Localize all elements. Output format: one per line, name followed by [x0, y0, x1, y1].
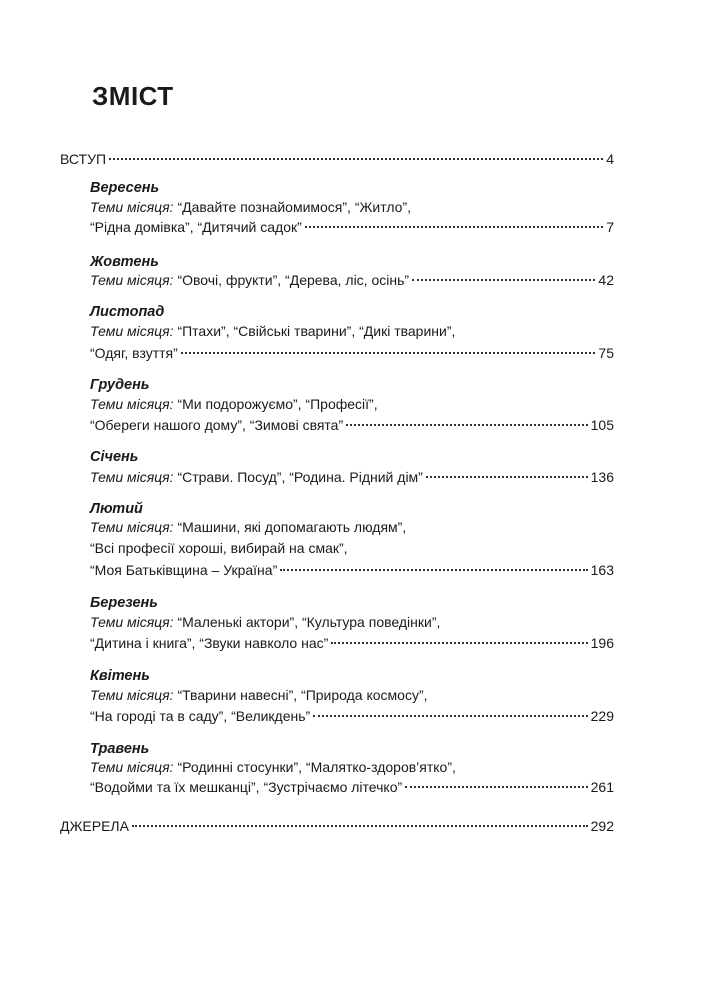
toc-entry-december[interactable]: [90, 416, 614, 434]
themes-text: [90, 468, 423, 486]
dot-leader: [405, 786, 588, 788]
toc-entry-intro[interactable]: [60, 150, 614, 168]
toc-entry-september[interactable]: [90, 218, 614, 236]
themes-label: Теми місяця:: [90, 199, 174, 215]
toc-page-number: 105: [590, 417, 614, 433]
themes-text: “Одяг, взуття”: [90, 345, 178, 361]
toc-entry-march[interactable]: [90, 634, 614, 652]
toc-entry-november[interactable]: [90, 344, 614, 362]
themes-text: “Водойми та їх мешканці”, “Зустрічаємо літечко”: [90, 779, 403, 795]
toc-page-number: 136: [590, 469, 614, 485]
month-heading: Грудень: [90, 377, 150, 393]
dot-leader: [109, 158, 603, 160]
toc-entry-january[interactable]: [90, 468, 614, 486]
toc-entry-label: ВСТУП: [60, 151, 107, 167]
month-heading: Травень: [90, 741, 150, 757]
themes-label: Теми місяця:: [90, 396, 174, 412]
themes-label: Теми місяця:: [90, 519, 174, 535]
month-heading: Січень: [90, 449, 139, 465]
themes-text: “Рідна домівка”, “Дитячий садок”: [90, 219, 302, 235]
dot-leader: [331, 642, 587, 644]
toc-entry-february[interactable]: [90, 561, 614, 579]
themes-text: “Дитина і книга”, “Звуки навколо нас”: [90, 635, 329, 651]
month-heading: Листопад: [90, 304, 165, 320]
dot-leader: [346, 424, 588, 426]
toc-themes-line: [90, 758, 456, 776]
toc-themes-line: [90, 613, 440, 631]
themes-text: “Тварини навесні”, “Природа космосу”,: [177, 687, 428, 703]
toc-page-number: 4: [606, 151, 614, 167]
toc-page-number: 75: [598, 345, 614, 361]
themes-text: “Моя Батьківщина – Україна”: [90, 562, 278, 578]
themes-label: Теми місяця:: [90, 687, 174, 703]
toc-entry-october[interactable]: [90, 271, 614, 289]
themes-text: “Родинні стосунки”, “Малятко-здоров’ятко”,: [177, 759, 456, 775]
toc-themes-line: “Всі професії хороші, вибирай на смак”,: [90, 540, 348, 556]
toc-page-number: 196: [590, 635, 614, 651]
toc-themes-line: [90, 686, 428, 704]
dot-leader: [426, 476, 588, 478]
dot-leader: [181, 352, 596, 354]
month-heading: Березень: [90, 595, 158, 611]
themes-text-part: “Страви. Посуд”, “Родина. Рідний дім”: [177, 469, 423, 485]
toc-page-number: 42: [598, 272, 614, 288]
themes-label: Теми місяця:: [90, 323, 174, 339]
page-title: ЗМІСТ: [92, 81, 174, 111]
month-heading: Квітень: [90, 668, 150, 684]
themes-text: “Давайте познайомимося”, “Житло”,: [177, 199, 412, 215]
toc-entry-may[interactable]: [90, 778, 614, 796]
themes-text: “Машини, які допомагають людям”,: [177, 519, 407, 535]
dot-leader: [313, 715, 587, 717]
toc-entry-sources[interactable]: [60, 817, 614, 835]
themes-text: [90, 271, 409, 289]
toc-entry-april[interactable]: [90, 707, 614, 725]
themes-label: Теми місяця:: [90, 469, 174, 485]
toc-page-number: 261: [590, 779, 614, 795]
toc-page-number: 229: [590, 708, 614, 724]
dot-leader: [412, 279, 595, 281]
toc-page-number: 292: [590, 818, 614, 834]
toc-entry-label: ДЖЕРЕЛА: [60, 818, 129, 834]
month-heading: Вересень: [90, 180, 160, 196]
themes-text: “Обереги нашого дому”, “Зимові свята”: [90, 417, 344, 433]
month-heading: Лютий: [90, 501, 143, 517]
themes-label: Теми місяця:: [90, 614, 174, 630]
themes-text: “Маленькі актори”, “Культура поведінки”,: [177, 614, 441, 630]
toc-themes-line: [90, 395, 378, 413]
toc-page-number: 163: [590, 562, 614, 578]
themes-text: “На городі та в саду”, “Великдень”: [90, 708, 311, 724]
dot-leader: [132, 825, 588, 827]
toc-themes-line: [90, 198, 411, 216]
toc-themes-line: [90, 322, 455, 340]
toc-page-number: 7: [606, 219, 614, 235]
themes-label: Теми місяця:: [90, 272, 174, 288]
themes-text: “Птахи”, “Свійські тварини”, “Дикі тварини”,: [177, 323, 456, 339]
month-heading: Жовтень: [90, 254, 159, 270]
dot-leader: [305, 226, 603, 228]
dot-leader: [280, 569, 587, 571]
themes-label: Теми місяця:: [90, 759, 174, 775]
themes-text: “Ми подорожуємо”, “Професії”,: [177, 396, 378, 412]
toc-themes-line: [90, 518, 406, 536]
themes-text-part: “Овочі, фрукти”, “Дерева, ліс, осінь”: [177, 272, 410, 288]
